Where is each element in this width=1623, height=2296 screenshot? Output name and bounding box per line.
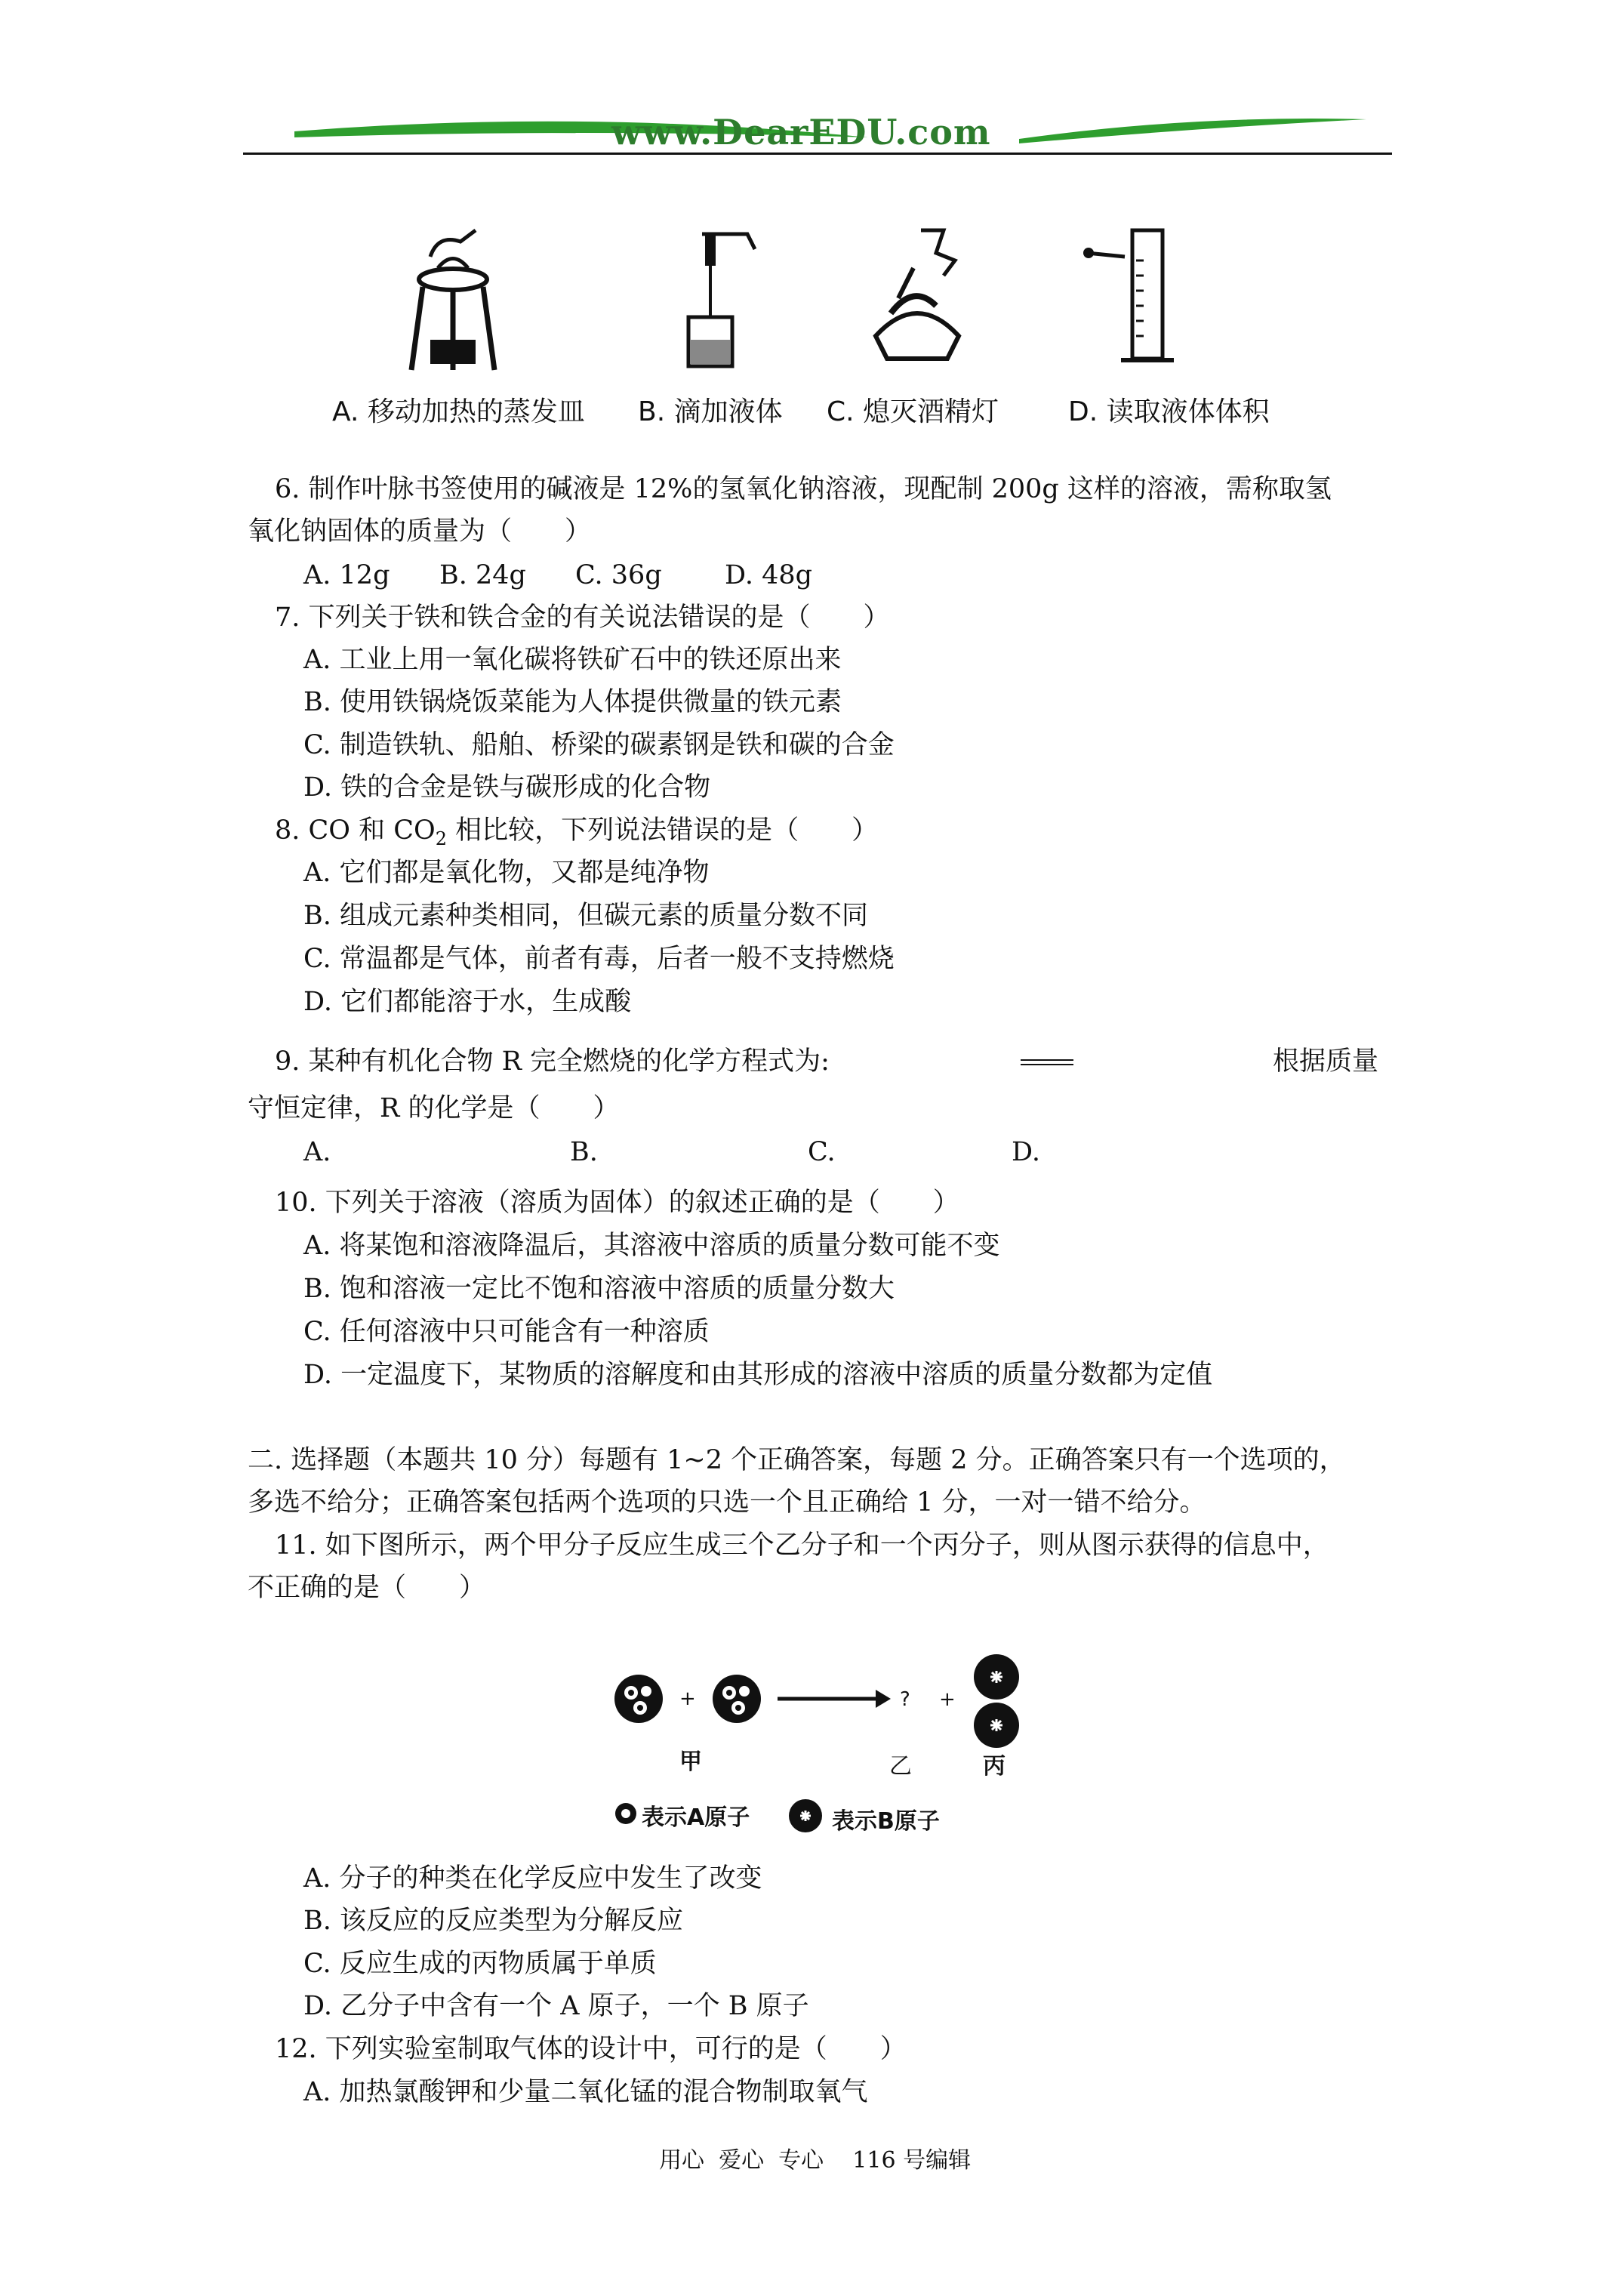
label-jia: 甲	[679, 1749, 702, 1775]
label-bing: 丙	[983, 1753, 1006, 1780]
q9-option-c: C.	[808, 1137, 836, 1167]
legend-b-atom-icon	[787, 1797, 824, 1835]
header-swoosh-right	[1019, 113, 1366, 151]
q7-option-b: B. 使用铁锅烧饭菜能为人体提供微量的铁元素	[303, 687, 842, 717]
molecule-jia-1-icon	[608, 1669, 669, 1729]
q9-equals-sign	[1021, 1059, 1073, 1065]
q9-option-d: D.	[1012, 1137, 1040, 1167]
q11-option-d: D. 乙分子中含有一个 A 原子，一个 B 原子	[303, 1991, 809, 2021]
q11-line2: 不正确的是（ ）	[248, 1573, 486, 1603]
q6-line1: 6. 制作叶脉书签使用的碱液是 12%的氢氧化钠溶液，现配制 200g 这样的溶液，需称取氢	[275, 474, 1332, 504]
q10-option-a: A. 将某饱和溶液降温后，其溶液中溶质的质量分数可能不变	[303, 1231, 1000, 1261]
evaporating-dish-icon	[400, 227, 506, 378]
q10-stem: 10. 下列关于溶液（溶质为固体）的叙述正确的是（ ）	[275, 1188, 959, 1218]
q7-option-c: C. 制造铁轨、船舶、桥梁的碳素钢是铁和碳的合金	[303, 730, 895, 760]
plus-sign-1: +	[679, 1687, 696, 1710]
q10-option-b: B. 饱和溶液一定比不饱和溶液中溶质的质量分数大	[303, 1274, 895, 1304]
q8-stem-sub: 2	[435, 828, 447, 849]
alcohol-lamp-icon	[861, 223, 974, 374]
q8-stem	[275, 814, 878, 847]
site-logo-text: www.DearEDU.com	[611, 112, 991, 153]
caption-b: B. 滴加液体	[638, 396, 783, 427]
q11-option-b: B. 该反应的反应类型为分解反应	[303, 1906, 683, 1936]
q9-line1-left: 9. 某种有机化合物 R 完全燃烧的化学方程式为:	[275, 1046, 830, 1077]
label-yi: 乙	[889, 1753, 912, 1780]
q7-option-a: A. 工业上用一氧化碳将铁矿石中的铁还原出来	[303, 645, 842, 675]
caption-c: C. 熄灭酒精灯	[827, 396, 999, 427]
page-header	[242, 106, 1397, 159]
molecule-bing-icon	[966, 1650, 1027, 1755]
q8-option-c: C. 常温都是气体，前者有毒，后者一般不支持燃烧	[303, 944, 895, 974]
molecule-figure	[604, 1646, 1034, 1842]
q6-option-b: B. 24g	[439, 560, 526, 590]
section2-line1: 二. 选择题（本题共 10 分）每题有 1~2 个正确答案，每题 2 分。正确答案只有一个选项的，	[248, 1445, 1346, 1475]
q9-line2: 守恒定律，R 的化学是（ ）	[248, 1093, 620, 1123]
q11-option-c: C. 反应生成的丙物质属于单质	[303, 1949, 657, 1979]
q8-stem-b: 相比较，下列说法错误的是（ ）	[447, 815, 879, 846]
q10-option-d: D. 一定温度下，某物质的溶解度和由其形成的溶液中溶质的质量分数都为定值	[303, 1360, 1213, 1390]
legend-b-label: 表示B原子	[832, 1808, 940, 1835]
page-footer: 用心 爱心 专心 116 号编辑	[659, 2147, 972, 2174]
q12-option-a: A. 加热氯酸钾和少量二氧化锰的混合物制取氧气	[303, 2077, 868, 2107]
q7-option-d: D. 铁的合金是铁与碳形成的化合物	[303, 772, 711, 803]
q9-line1-right: 根据质量	[1273, 1046, 1379, 1077]
caption-a: A. 移动加热的蒸发皿	[332, 396, 585, 427]
q8-option-d: D. 它们都能溶于水，生成酸	[303, 987, 632, 1017]
caption-d: D. 读取液体体积	[1068, 396, 1270, 427]
reaction-arrow-icon	[778, 1687, 891, 1710]
q8-stem-a: 8. CO 和 CO	[275, 815, 436, 846]
graduated-cylinder-icon	[1079, 223, 1200, 374]
dropper-icon	[679, 227, 762, 370]
q8-option-b: B. 组成元素种类相同，但碳元素的质量分数不同	[303, 901, 868, 931]
plus-sign-2: +	[939, 1688, 956, 1711]
q7-stem: 7. 下列关于铁和铁合金的有关说法错误的是（ ）	[275, 603, 890, 633]
molecule-jia-2-icon	[707, 1669, 767, 1729]
q6-line2: 氧化钠固体的质量为（ ）	[248, 516, 592, 547]
q12-stem: 12. 下列实验室制取气体的设计中，可行的是（ ）	[275, 2034, 907, 2064]
q6-option-d: D. 48g	[725, 560, 813, 590]
apparatus-figure	[325, 215, 1329, 442]
q6-option-c: C. 36g	[575, 560, 662, 590]
q10-option-c: C. 任何溶液中只可能含有一种溶质	[303, 1317, 710, 1347]
legend-a-label: 表示A原子	[642, 1804, 750, 1831]
header-rule	[243, 153, 1392, 155]
q8-option-a: A. 它们都是氧化物，又都是纯净物	[303, 858, 710, 888]
legend-a-atom-icon	[613, 1801, 639, 1826]
q9-option-b: B.	[570, 1137, 598, 1167]
q6-option-a: A. 12g	[303, 560, 390, 590]
question-mark: ?	[900, 1688, 910, 1711]
q11-option-a: A. 分子的种类在化学反应中发生了改变	[303, 1863, 762, 1894]
section2-line2: 多选不给分；正确答案包括两个选项的只选一个且正确给 1 分，一对一错不给分。	[248, 1487, 1206, 1518]
q11-line1: 11. 如下图所示，两个甲分子反应生成三个乙分子和一个丙分子，则从图示获得的信息中，	[275, 1530, 1329, 1561]
q9-option-a: A.	[303, 1137, 331, 1167]
